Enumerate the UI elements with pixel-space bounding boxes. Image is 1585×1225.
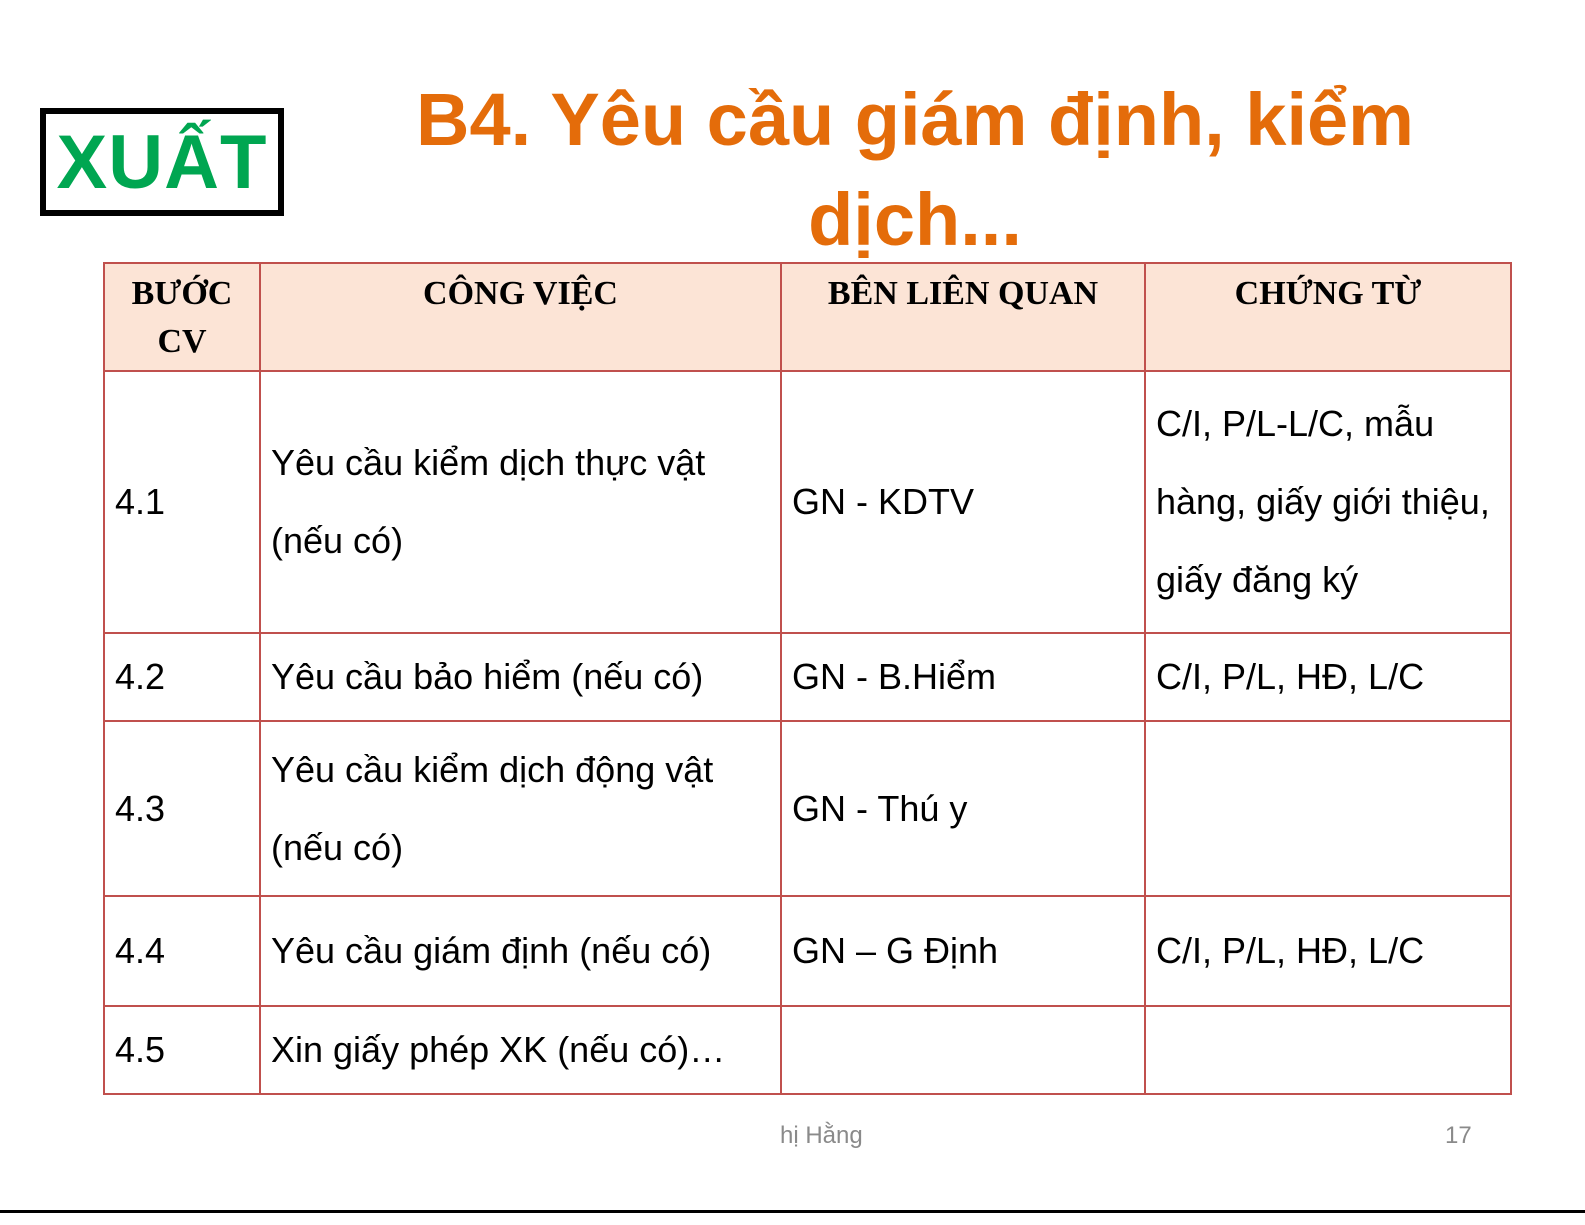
table-header-row	[104, 263, 1511, 371]
cell-step: 4.3	[104, 721, 260, 896]
cell-party: GN - KDTV	[781, 371, 1145, 633]
steps-table	[103, 262, 1512, 1095]
cell-party	[781, 1006, 1145, 1094]
export-badge: XUẤT	[40, 108, 284, 216]
cell-step: 4.4	[104, 896, 260, 1006]
cell-party: GN - Thú y	[781, 721, 1145, 896]
header-party: BÊN LIÊN QUAN	[781, 263, 1145, 371]
cell-docs: C/I, P/L, HĐ, L/C	[1145, 896, 1511, 1006]
footer-author: hị Hằng	[780, 1122, 863, 1149]
cell-party: GN – G Định	[781, 896, 1145, 1006]
cell-docs: C/I, P/L, HĐ, L/C	[1145, 633, 1511, 721]
header-docs: CHỨNG TỪ	[1145, 263, 1511, 371]
cell-task: Yêu cầu kiểm dịch động vật (nếu có)	[260, 721, 781, 896]
page-number: 17	[1445, 1122, 1472, 1149]
slide-title: B4. Yêu cầu giám định, kiểm dịch...	[416, 78, 1414, 261]
cell-docs	[1145, 721, 1511, 896]
header-task: CÔNG VIỆC	[260, 263, 781, 371]
cell-step: 4.1	[104, 371, 260, 633]
cell-task: Yêu cầu bảo hiểm (nếu có)	[260, 633, 781, 721]
table-row	[104, 1006, 1511, 1094]
cell-step: 4.5	[104, 1006, 260, 1094]
cell-step: 4.2	[104, 633, 260, 721]
table-row	[104, 371, 1511, 633]
table-row	[104, 633, 1511, 721]
cell-party: GN - B.Hiểm	[781, 633, 1145, 721]
bottom-divider	[0, 1210, 1585, 1213]
cell-docs: C/I, P/L-L/C, mẫu hàng, giấy giới thiệu, giấy đăng ký	[1145, 371, 1511, 633]
cell-task: Xin giấy phép XK (nếu có)…	[260, 1006, 781, 1094]
table-row	[104, 896, 1511, 1006]
cell-docs	[1145, 1006, 1511, 1094]
header-step: BƯỚC CV	[104, 263, 260, 371]
table-row	[104, 721, 1511, 896]
cell-task: Yêu cầu giám định (nếu có)	[260, 896, 781, 1006]
cell-task: Yêu cầu kiểm dịch thực vật (nếu có)	[260, 371, 781, 633]
